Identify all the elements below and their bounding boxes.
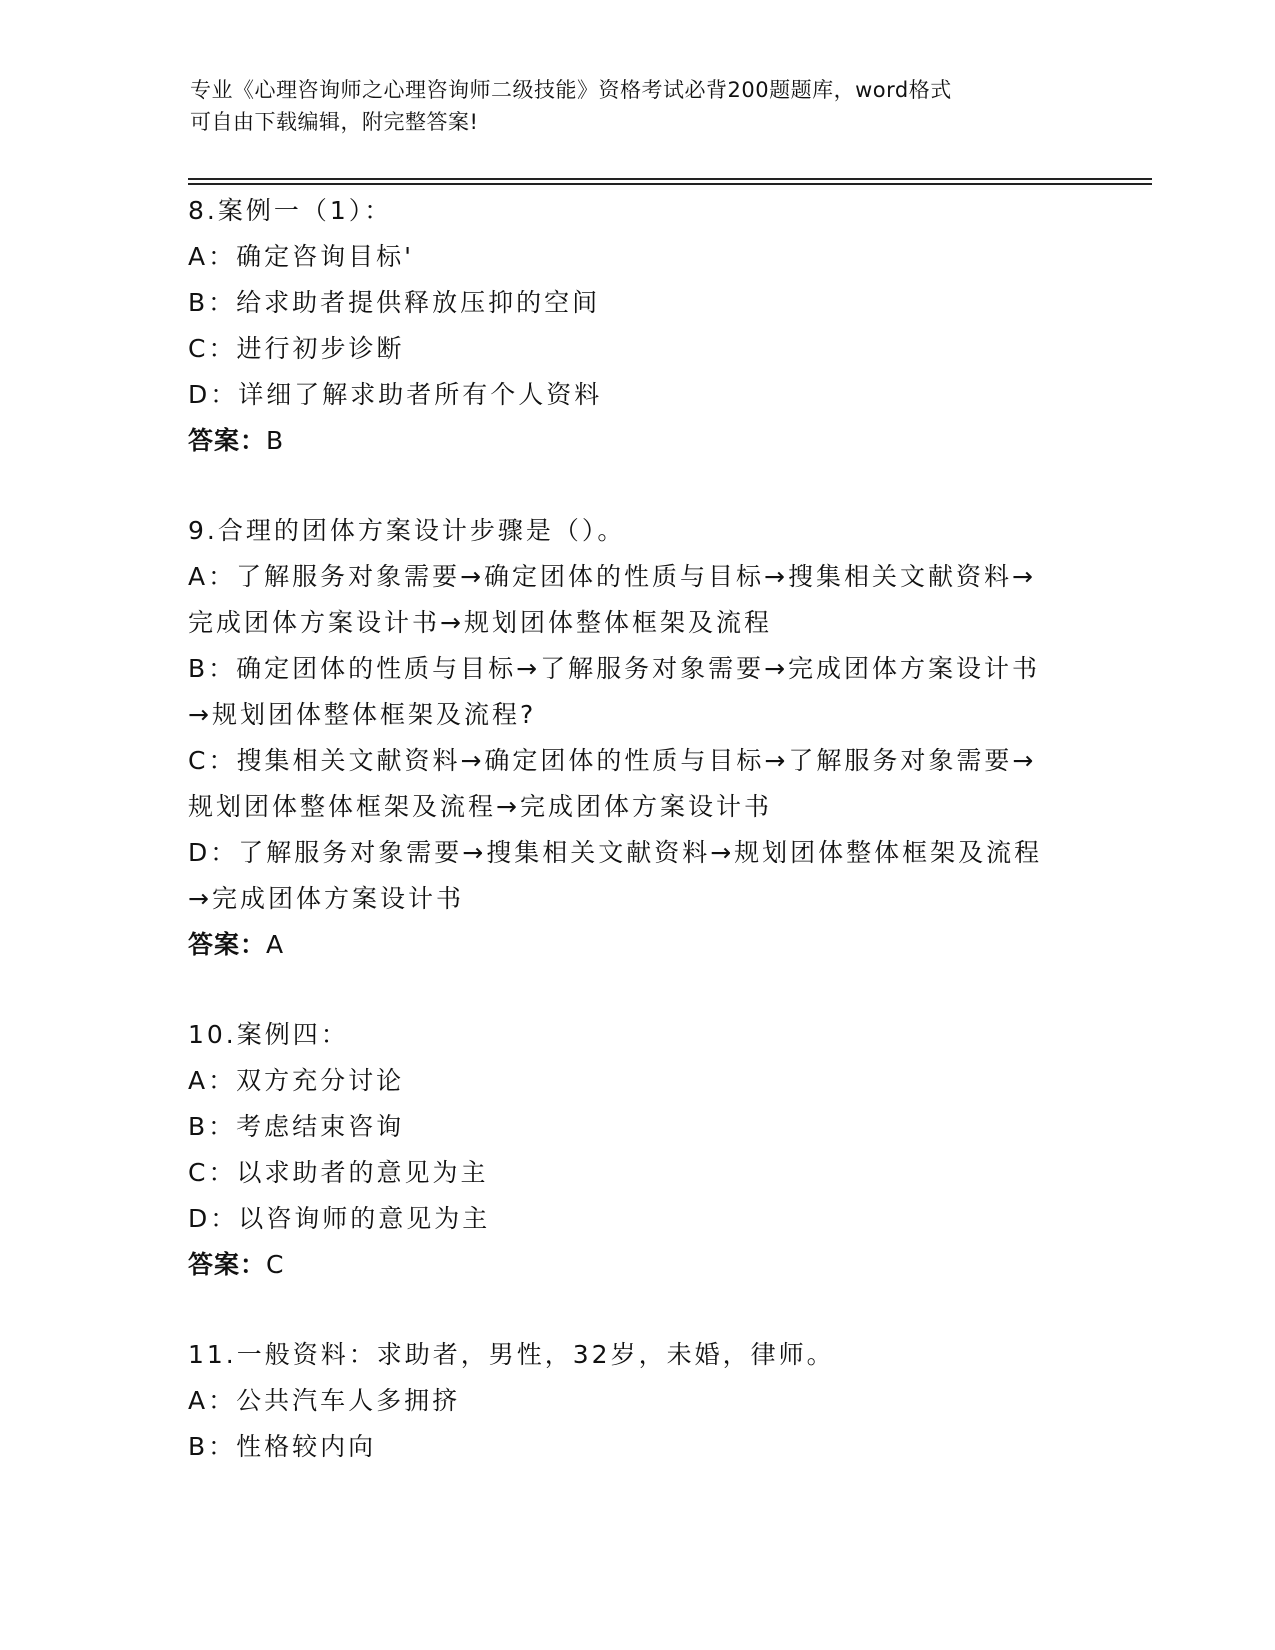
option-line: D：详细了解求助者所有个人资料 [188,380,603,409]
option-line: B：性格较内向 [188,1432,377,1461]
question-item [188,1012,1088,1288]
document-header [190,74,1070,138]
option-line: D：以咨询师的意见为主 [188,1204,491,1233]
option-line: A：确定咨询目标' [188,242,414,271]
question-stem: 10.案例四： [188,1020,349,1049]
answer-label: 答案： [188,1250,267,1279]
option-line: 规划团体整体框架及流程→完成团体方案设计书 [188,792,772,821]
option-line: →规划团体整体框架及流程? [188,700,537,729]
option-line: A：双方充分讨论 [188,1066,405,1095]
answer-line [188,418,1088,464]
option-line: B：给求助者提供释放压抑的空间 [188,288,601,317]
option-line: C：搜集相关文献资料→确定团体的性质与目标→了解服务对象需要→ [188,746,1037,775]
question-stem: 8.案例一（1）： [188,196,393,225]
question-stem: 11.一般资料：求助者，男性，32岁，未婚，律师。 [188,1340,835,1369]
option-line: C：以求助者的意见为主 [188,1158,489,1187]
header-line-2: 可自由下载编辑，附完整答案! [190,110,479,134]
option-line: B：考虑结束咨询 [188,1112,405,1141]
answer-value: A [266,930,285,959]
option-line: B：确定团体的性质与目标→了解服务对象需要→完成团体方案设计书 [188,654,1041,683]
option-line: D：了解服务对象需要→搜集相关文献资料→规划团体整体框架及流程 [188,838,1043,867]
question-item [188,1332,1088,1470]
option-line: C：进行初步诊断 [188,334,405,363]
option-line: 完成团体方案设计书→规划团体整体框架及流程 [188,608,772,637]
question-stem: 9.合理的团体方案设计步骤是（）。 [188,516,626,545]
answer-label: 答案： [188,426,267,455]
option-line: A：了解服务对象需要→确定团体的性质与目标→搜集相关文献资料→ [188,562,1036,591]
answer-line [188,1242,1088,1288]
option-line: A：公共汽车人多拥挤 [188,1386,461,1415]
question-list [188,188,1088,1514]
header-divider-top [188,178,1152,180]
answer-label: 答案： [188,930,267,959]
answer-value: C [266,1250,285,1279]
option-line: →完成团体方案设计书 [188,884,464,913]
question-item [188,508,1088,968]
answer-value: B [266,426,285,455]
header-divider-bottom [188,183,1152,185]
question-item [188,188,1088,464]
header-line-1: 专业《心理咨询师之心理咨询师二级技能》资格考试必背200题题库，word格式 [190,78,952,102]
answer-line [188,922,1088,968]
